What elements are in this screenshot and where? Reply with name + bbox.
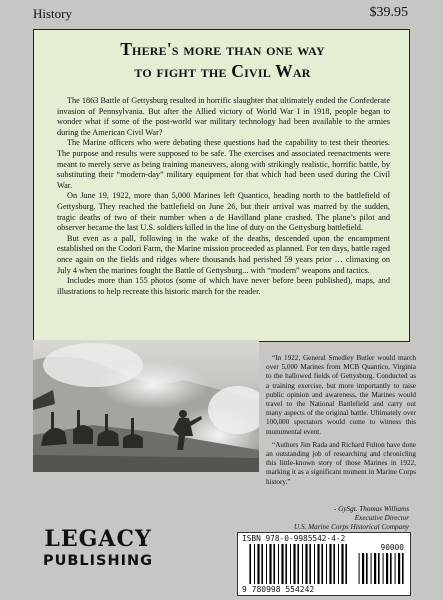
endorsement-quote — [266, 354, 416, 491]
publisher-logo-line-1: LEGACY — [44, 526, 152, 552]
barcode-bar — [317, 544, 319, 584]
barcode-bar — [359, 553, 360, 584]
barcode-bar — [398, 553, 400, 584]
headline-line-2: to fight the Civil War — [134, 61, 311, 81]
barcode-bar — [285, 544, 287, 584]
barcode-bar — [383, 553, 384, 584]
barcode-bar — [329, 544, 331, 584]
quote-paragraph: “Authors Jim Rada and Richard Fulton have done an outstanding job of researching and chronicling this little-known story of those Marines in 1922, marking it as a significant moment in Marine Corps history.” — [266, 440, 416, 486]
barcode-bar — [345, 544, 347, 584]
quote-attribution — [266, 505, 409, 533]
barcode-graphic — [237, 532, 411, 596]
barcode-bar — [338, 544, 339, 584]
barcode-bar — [278, 544, 279, 584]
barcode-bar — [269, 544, 271, 584]
ean-digits-text: 9 780998 554242 — [242, 585, 315, 594]
barcode-bar — [362, 553, 364, 584]
body-paragraph: Includes more than 155 photos (some of which have never before been published), maps, and illustrations to help recreate this historic march for the reader. — [57, 276, 390, 296]
barcode-bar — [326, 544, 327, 584]
barcode-bar — [402, 553, 404, 584]
barcode-bar — [314, 544, 315, 584]
barcode-bar — [293, 544, 295, 584]
quote-paragraph: “In 1922, General Smedley Butler would march over 5,000 Marines from MCB Quantico, Virginia to the hallowed fields of Gettysburg. Conducted as a training exercise, but more importantly to raise public opinion and awareness, the Marines would travel to the National Battlefield and carry out many aspects of the original battle. Ultimately over 100,000 spectators would come to witness this monumental event. — [266, 354, 416, 436]
barcode-bar — [290, 544, 291, 584]
body-paragraph: On June 19, 1922, more than 5,000 Marines left Quantico, heading north to the battlefield of Gettysburg. They reached the battlefield on June 26, but their arrival was marred by the sudden, tragic deaths of two of their number when a de Havilland plane crashed. The plane’s pilot and observer became the last U.S. soldiers killed in the line of duty on the Gettysburg battlefield. — [57, 191, 390, 233]
battle-photo-image — [33, 340, 259, 472]
description-panel — [33, 29, 410, 342]
body-paragraph: But even as a pall, following in the wake of the deaths, descended upon the encampment established on the Codori Farm, the Marine mission proceeded as planned. For ten days, battle raged once again on the fields and ridges where thousands had perished 59 years prior … climaxing on July 4 when the marines fought the Battle of Gettysburg... with “modern” weapons and tactics. — [57, 233, 390, 275]
barcode-bar — [297, 544, 299, 584]
barcode-bar — [305, 544, 307, 584]
barcode-bar — [321, 544, 323, 584]
barcode-bar — [374, 553, 376, 584]
attribution-name: - GySgt. Thomas Williams — [333, 505, 409, 513]
barcode-bar — [395, 553, 396, 584]
headline — [34, 38, 411, 82]
body-paragraph: The 1863 Battle of Gettysburg resulted in horrific slaughter that ultimately ended the Confederate invasion of Pennsylvania. But after the Allied victory of World War I in 1918, people began to wonder what if some of the post-world war military technology had been available to the armies during the American Civil War? — [57, 96, 390, 137]
barcode-bar — [371, 553, 372, 584]
attribution-org: U.S. Marine Corps Historical Company — [294, 523, 409, 532]
barcode-bar — [378, 553, 380, 584]
price-code-text: 90000 — [380, 543, 404, 552]
headline-line-1: There's more than one way — [120, 39, 325, 59]
top-bar — [0, 0, 443, 30]
price-label: $39.95 — [369, 5, 408, 20]
battle-photo-svg — [33, 340, 259, 472]
body-text — [57, 96, 390, 297]
barcode-bar — [266, 544, 267, 584]
barcode-bar — [254, 544, 255, 584]
category-label: History — [33, 6, 72, 21]
barcode-bar — [257, 544, 259, 584]
attribution-title: Executive Director — [354, 514, 409, 523]
barcode-bar — [341, 544, 343, 584]
barcode-bar — [261, 544, 263, 584]
barcode-bar — [390, 553, 392, 584]
barcode-bar — [281, 544, 283, 584]
publisher-logo-line-2: PUBLISHING — [42, 553, 154, 569]
barcode-bar — [309, 544, 311, 584]
barcode-bar — [386, 553, 388, 584]
barcode-bar — [366, 553, 368, 584]
barcode-bar — [333, 544, 335, 584]
barcode-bar — [249, 544, 251, 584]
barcode-bar — [273, 544, 275, 584]
isbn-text: ISBN 978-0-9985542-4-2 — [242, 534, 346, 543]
barcode-bar — [302, 544, 303, 584]
body-paragraph: The Marine officers who were debating these questions had the capability to test their theories. The purpose and results were supposed to be safe. The exercises and associated reenactments were meant to merely serve as being training maneuvers, along with strikingly realistic, horrific battle, by substituting their “modern-day” military equipment for that which had been used during the Civil War. — [57, 138, 390, 190]
